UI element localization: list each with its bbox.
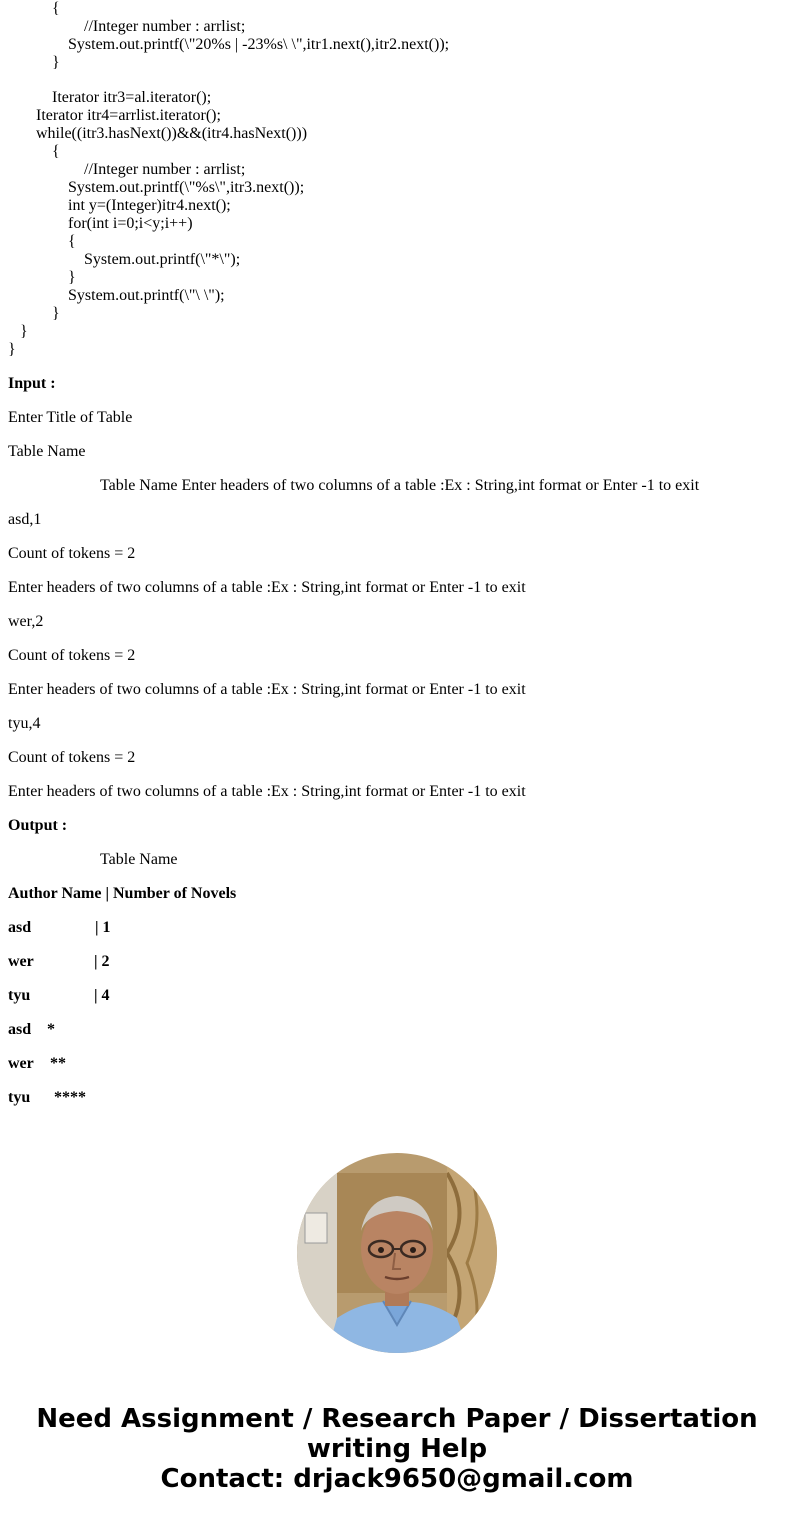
input-line: Count of tokens = 2 [8, 545, 136, 562]
code-line: } [68, 269, 76, 286]
footer-line: Need Assignment / Research Paper / Dissertation [36, 1404, 758, 1434]
author-photo [297, 1153, 497, 1353]
input-line: wer,2 [8, 613, 44, 630]
input-line: Table Name Enter headers of two columns of a table :Ex : String,int format or Enter -1 to exit [100, 477, 700, 494]
output-table-header: Author Name | Number of Novels [8, 885, 237, 902]
output-row-value: | 2 [94, 953, 110, 970]
star-row-name: wer [8, 1055, 34, 1072]
author-portrait-icon [297, 1153, 497, 1353]
input-line: Enter headers of two columns of a table :Ex : String,int format or Enter -1 to exit [8, 681, 526, 698]
input-line: asd,1 [8, 511, 42, 528]
input-line: Enter Title of Table [8, 409, 133, 426]
star-row-name: asd [8, 1021, 32, 1038]
code-line: Iterator itr3=al.iterator(); [52, 89, 212, 106]
code-line: } [52, 305, 60, 322]
code-line: for(int i=0;i<y;i++) [68, 215, 193, 232]
output-table-title: Table Name [100, 851, 178, 868]
star-row-stars: ** [50, 1055, 66, 1072]
code-line: System.out.printf(\"%s\",itr3.next()); [68, 179, 305, 196]
output-row-name: wer [8, 953, 34, 970]
code-line: int y=(Integer)itr4.next(); [68, 197, 231, 214]
output-row-name: asd [8, 919, 32, 936]
input-line: tyu,4 [8, 715, 41, 732]
star-row-stars: * [47, 1021, 55, 1038]
star-row-name: tyu [8, 1089, 31, 1106]
code-line: while((itr3.hasNext())&&(itr4.hasNext())) [36, 125, 308, 142]
code-line: //Integer number : arrlist; [84, 161, 246, 178]
code-line: //Integer number : arrlist; [84, 18, 246, 35]
code-line: } [8, 341, 16, 358]
input-line: Enter headers of two columns of a table :Ex : String,int format or Enter -1 to exit [8, 579, 526, 596]
code-line: } [52, 54, 60, 71]
input-line: Enter headers of two columns of a table :Ex : String,int format or Enter -1 to exit [8, 783, 526, 800]
output-row-value: | 4 [94, 987, 110, 1004]
input-line: Table Name [8, 443, 86, 460]
input-line: Count of tokens = 2 [8, 749, 136, 766]
footer-contact: Contact: drjack9650@gmail.com [160, 1464, 634, 1494]
output-heading: Output : [8, 817, 68, 834]
code-line: } [20, 323, 28, 340]
footer-banner [0, 1404, 794, 1494]
code-line: System.out.printf(\"\ \"); [68, 287, 225, 304]
code-line: Iterator itr4=arrlist.iterator(); [36, 107, 221, 124]
output-row-value: | 1 [95, 919, 111, 936]
code-line: System.out.printf(\"20%s | -23%s\ \",itr1.next(),itr2.next()); [68, 36, 450, 53]
star-row-stars: **** [54, 1089, 86, 1106]
code-line: { [52, 143, 60, 160]
output-row-name: tyu [8, 987, 31, 1004]
input-heading: Input : [8, 375, 56, 392]
input-line: Count of tokens = 2 [8, 647, 136, 664]
code-line: System.out.printf(\"*\"); [84, 251, 241, 268]
code-line: { [52, 0, 60, 17]
code-line: { [68, 233, 76, 250]
footer-line: writing Help [306, 1434, 488, 1464]
